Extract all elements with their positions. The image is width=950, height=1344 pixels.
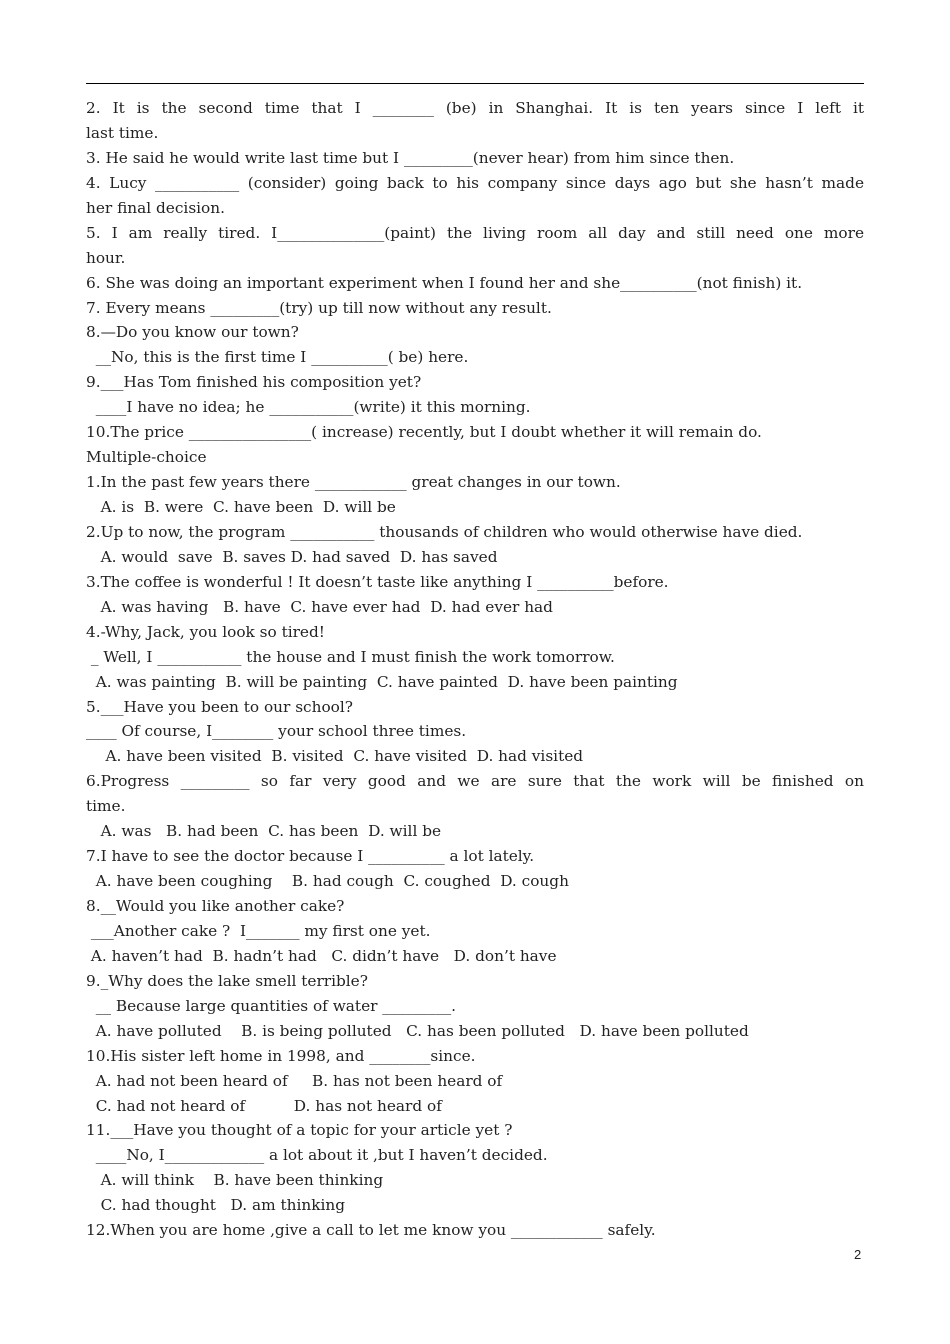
text-line: time. [86, 797, 126, 816]
text-line: C. had not heard of D. has not heard of [86, 1096, 442, 1115]
text-line: A. have been visited B. visited C. have visited D. had visited [86, 747, 584, 766]
text-line: 7. Every means _________(try) up till now without any result. [86, 298, 552, 317]
text-line: 10.His sister left home in 1998, and ________since. [86, 1046, 476, 1065]
text-line: 1.In the past few years there ____________ great changes in our town. [86, 473, 621, 492]
text-line: A. is B. were C. have been D. will be [86, 498, 396, 516]
text-line: 4.-Why, Jack, you look so tired! [86, 622, 325, 641]
text-line: ____I have no idea; he ___________(write) it this morning. [86, 398, 531, 417]
text-line: 2. It is the second time that I ________ (be) in Shanghai. It is ten years since I left it [86, 99, 864, 117]
text-line: A. have polluted B. is being polluted C. has been polluted D. have been polluted [86, 1021, 749, 1040]
text-line: 9.___Has Tom finished his composition yet? [86, 373, 422, 392]
text-line: 4. Lucy ___________ (consider) going back to his company since days ago but she hasn’t made [86, 173, 864, 192]
text-line: 8.__Would you like another cake? [86, 897, 345, 915]
text-line: hour. [86, 248, 126, 267]
text-line: A. was having B. have C. have ever had D. had ever had [86, 597, 553, 616]
text-line: 10.The price ________________( increase) recently, but I doubt whether it will remain do. [86, 423, 762, 442]
text-line: A. have been coughing B. had cough C. coughed D. cough [86, 872, 569, 891]
text-line: 9._Why does the lake smell terrible? [86, 971, 368, 990]
text-line: __ Because large quantities of water _________. [86, 996, 456, 1015]
text-line: her final decision. [86, 198, 225, 217]
text-line: ____ Of course, I________ your school three times. [86, 722, 467, 741]
text-line: 6.Progress _________ so far very good and we are sure that the work will be finished on [86, 772, 864, 791]
header-rule [86, 83, 864, 84]
text-line: _ Well, I ___________ the house and I must finish the work tomorrow. [86, 647, 615, 666]
text-line: 3.The coffee is wonderful ! It doesn’t taste like anything I __________before. [86, 572, 669, 591]
text-line: 7.I have to see the doctor because I __________ a lot lately. [86, 847, 535, 866]
text-line: C. had thought D. am thinking [86, 1196, 346, 1215]
text-line: A. haven’t had B. hadn’t had C. didn’t have D. don’t have [86, 946, 557, 965]
text-line: A. was painting B. will be painting C. have painted D. have been painting [86, 672, 678, 691]
worksheet-body [86, 96, 864, 1243]
text-line: A. would save B. saves D. had saved D. has saved [86, 547, 498, 566]
text-line: A. will think B. have been thinking [86, 1171, 384, 1190]
text-line: last time. [86, 123, 159, 142]
text-line: 2.Up to now, the program ___________ thousands of children who would otherwise have died. [86, 522, 803, 541]
text-line: __No, this is the first time I __________( be) here. [86, 348, 469, 367]
text-line: A. had not been heard of B. has not been heard of [86, 1071, 503, 1090]
text-line: 12.When you are home ,give a call to let me know you ____________ safely. [86, 1221, 656, 1240]
text-line: 8.—Do you know our town? [86, 323, 299, 342]
text-line: 6. She was doing an important experiment when I found her and she__________(not finish) it. [86, 273, 803, 292]
text-line: A. was B. had been C. has been D. will be [86, 822, 442, 841]
page-number: 2 [854, 1247, 862, 1262]
text-line: 5.___Have you been to our school? [86, 697, 353, 716]
text-line: 3. He said he would write last time but I _________(never hear) from him since then. [86, 148, 735, 167]
section-heading: Multiple-choice [86, 448, 207, 467]
text-line: ___Another cake ? I_______ my first one yet. [86, 921, 431, 940]
text-line: ____No, I_____________ a lot about it ,but I haven’t decided. [86, 1146, 548, 1165]
text-line: 5. I am really tired. I______________(paint) the living room all day and still need one more [86, 223, 864, 242]
text-line: 11.___Have you thought of a topic for your article yet ? [86, 1121, 513, 1140]
